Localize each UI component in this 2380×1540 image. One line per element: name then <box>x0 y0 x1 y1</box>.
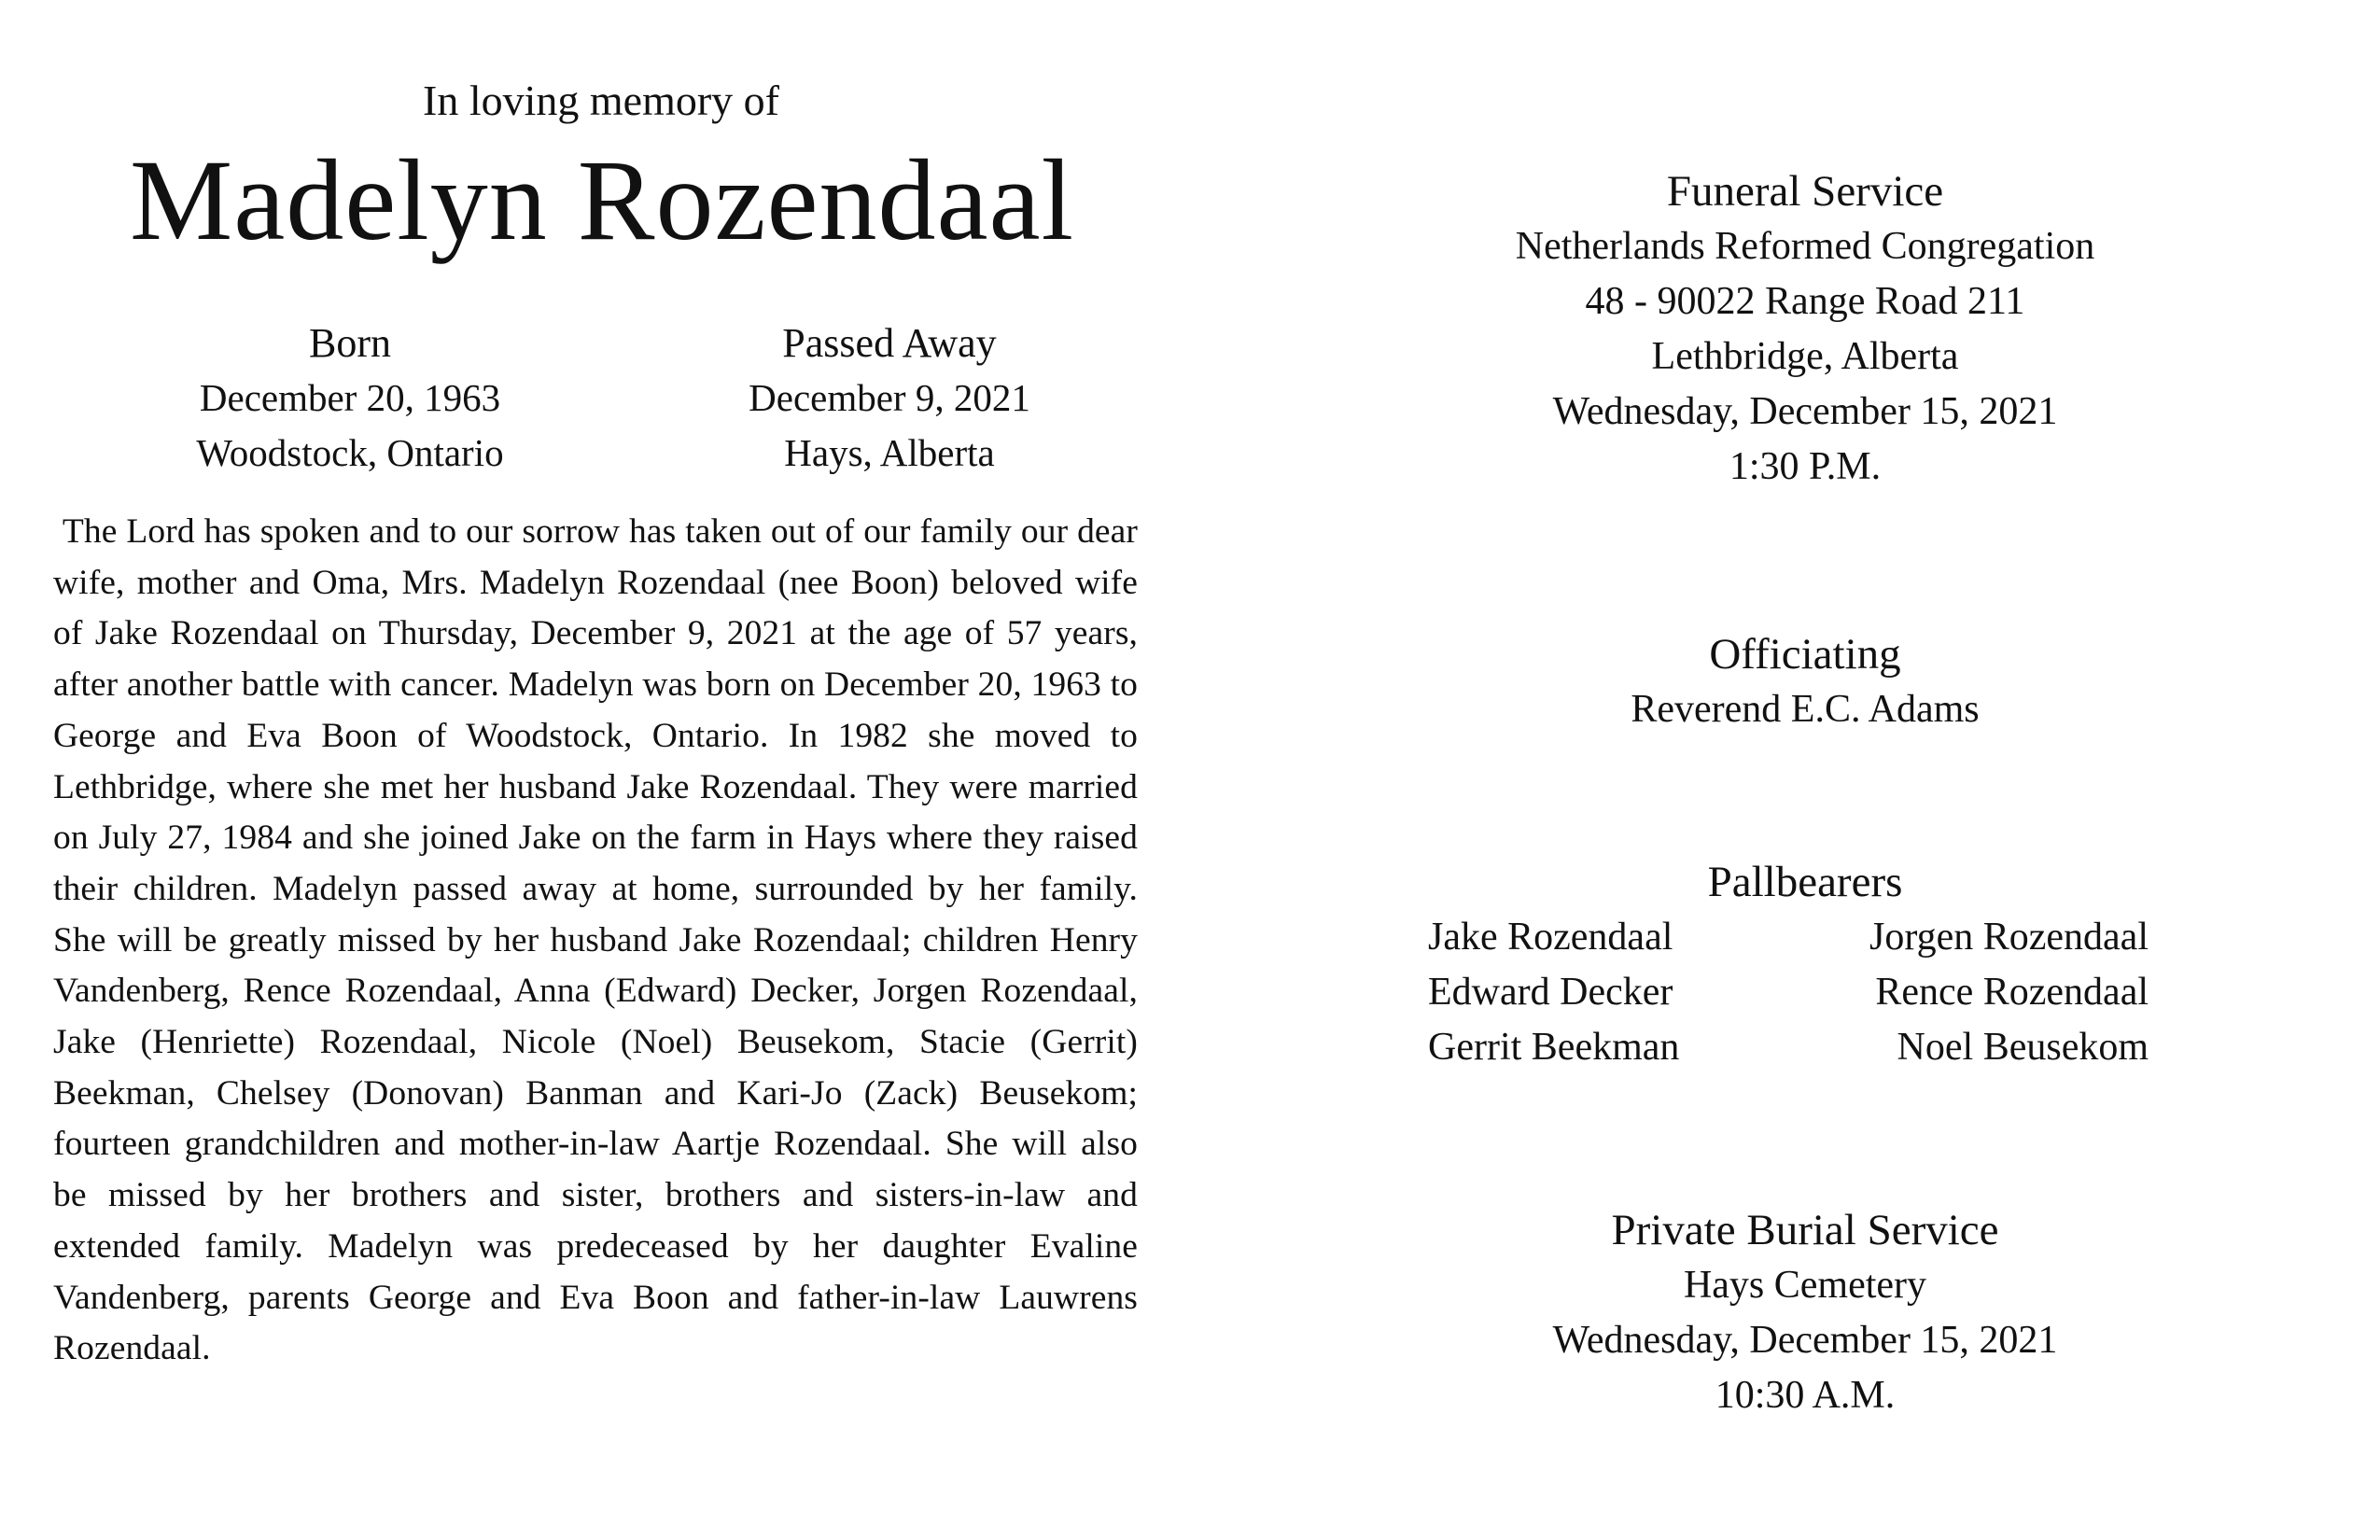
officiating-heading: Officiating <box>1709 630 1901 679</box>
passed-away-place: Hays, Alberta <box>784 431 995 474</box>
officiant-name: Reverend E.C. Adams <box>1631 688 1980 731</box>
burial-location: Hays Cemetery <box>1683 1264 1927 1307</box>
born-block <box>107 315 593 481</box>
funeral-address: 48 - 90022 Range Road 211 <box>1585 280 2025 323</box>
pallbearer: Edward Decker <box>1428 971 1673 1014</box>
funeral-service-heading: Funeral Service <box>1666 167 1944 216</box>
passed-away-heading: Passed Away <box>782 320 997 366</box>
funeral-city: Lethbridge, Alberta <box>1651 335 1959 378</box>
born-date: December 20, 1963 <box>199 376 501 419</box>
pallbearer: Jake Rozendaal <box>1428 916 1673 959</box>
pallbearers-heading: Pallbearers <box>1707 858 1903 906</box>
born-place: Woodstock, Ontario <box>196 431 504 474</box>
pallbearer: Rence Rozendaal <box>1875 971 2149 1014</box>
passed-away-block <box>647 315 1132 481</box>
burial-time: 10:30 A.M. <box>1715 1374 1896 1417</box>
officiating-section <box>1338 627 2272 737</box>
pallbearer: Noel Beusekom <box>1897 1026 2149 1069</box>
passed-away-date: December 9, 2021 <box>749 376 1030 419</box>
burial-service-section <box>1338 1203 2272 1423</box>
burial-service-heading: Private Burial Service <box>1611 1206 1999 1254</box>
intro-text: In loving memory of <box>423 77 779 124</box>
pallbearers-left-column <box>1428 910 1679 1075</box>
funeral-date: Wednesday, December 15, 2021 <box>1552 390 2058 433</box>
pallbearer: Jorgen Rozendaal <box>1869 916 2149 959</box>
pallbearers-section <box>1338 855 2272 910</box>
pallbearers-right-column <box>1869 910 2149 1075</box>
born-heading: Born <box>309 320 391 366</box>
obituary-paragraph: The Lord has spoken and to our sorrow has taken out of our family our dear wife, mother and Oma, Mrs. Madelyn Rozendaal (nee Boon) beloved wife of Jake Rozendaal on Thursday, December 9, 2021 at the age of 57 years, after another battle with cancer. Madelyn was born on December 20, 1963 to George and Eva Boon of Woodstock, Ontario. In 1982 she moved to Lethbridge, where she met her husband Jake Rozendaal. They were married on July 27, 1984 and she joined Jake on the farm in Hays where they raised their children. Madelyn passed away at home, surrounded by her family. She will be greatly missed by her husband Jake Rozendaal; children Henry Vandenberg, Rence Rozendaal, Anna (Edward) Decker, Jorgen Rozendaal, Jake (Henriette) Rozendaal, Nicole (Noel) Beusekom, Stacie (Gerrit) Beekman, Chelsey (Donovan) Banman and Kari-Jo (Zack) Beusekom; fourteen grandchildren and mother-in-law Aartje Rozendaal. She will also be missed by her brothers and sister, brothers and sisters-in-law and extended family. Madelyn was predeceased by her daughter Evaline Vandenberg, parents George and Eva Boon and father-in-law Lauwrens Rozendaal. <box>53 512 1155 1368</box>
funeral-venue: Netherlands Reformed Congregation <box>1515 225 2095 268</box>
pallbearer: Gerrit Beekman <box>1428 1026 1680 1069</box>
burial-date: Wednesday, December 15, 2021 <box>1552 1319 2058 1362</box>
deceased-name: Madelyn Rozendaal <box>129 136 1075 264</box>
funeral-time: 1:30 P.M. <box>1729 445 1882 488</box>
funeral-service-section <box>1338 164 2272 495</box>
